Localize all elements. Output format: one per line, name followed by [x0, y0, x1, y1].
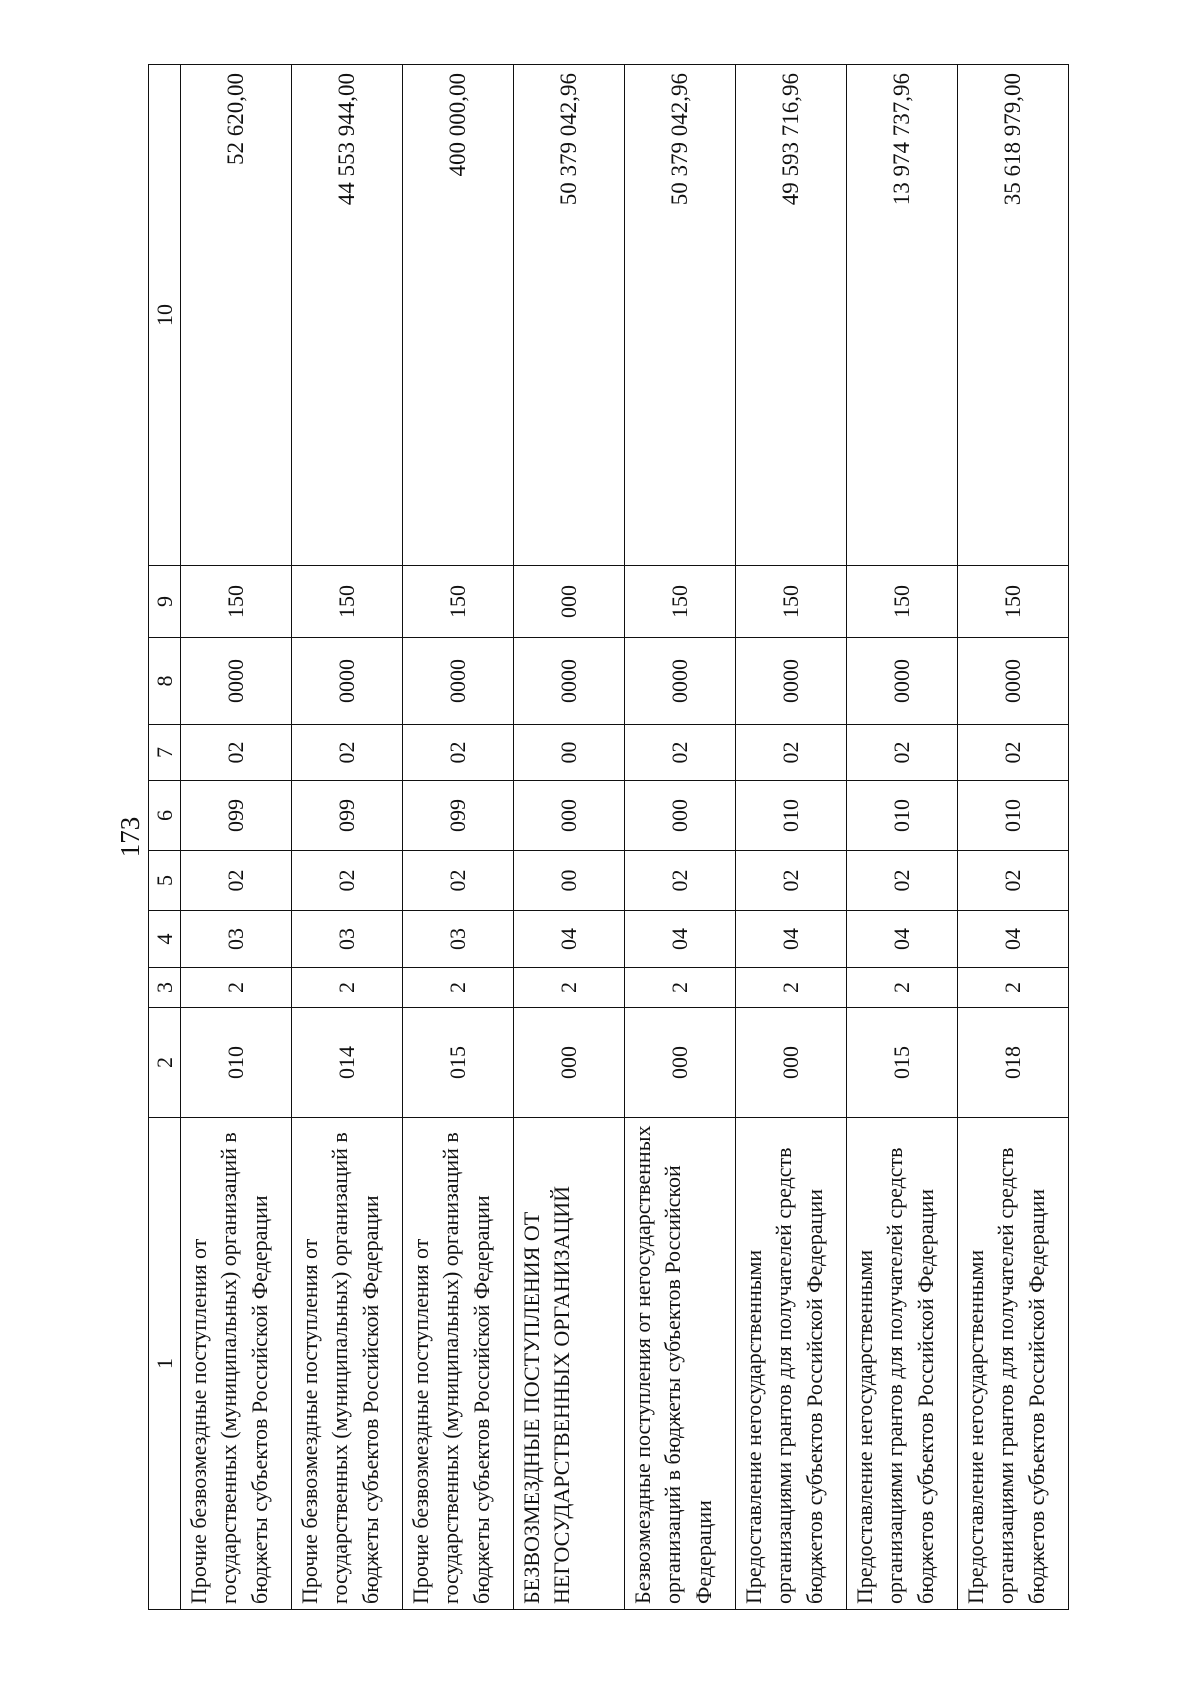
column-header: 1	[149, 1118, 181, 1610]
code-cell-9: 150	[847, 566, 958, 638]
code-cell-9: 000	[514, 566, 625, 638]
page-number: 173	[115, 816, 145, 858]
code-cell-8: 0000	[514, 638, 625, 725]
code-cell-6: 099	[403, 781, 514, 851]
code-cell-2: 018	[958, 1008, 1069, 1118]
column-header: 2	[149, 1008, 181, 1118]
code-cell-4: 04	[625, 911, 736, 968]
code-cell-7: 02	[403, 725, 514, 781]
column-header: 9	[149, 566, 181, 638]
amount-cell: 50 379 042,96	[514, 65, 625, 566]
column-header: 10	[149, 65, 181, 566]
code-cell-3: 2	[847, 968, 958, 1008]
code-cell-2: 015	[403, 1008, 514, 1118]
code-cell-8: 0000	[847, 638, 958, 725]
code-cell-3: 2	[514, 968, 625, 1008]
code-cell-2: 010	[181, 1008, 292, 1118]
code-cell-9: 150	[181, 566, 292, 638]
code-cell-7: 02	[181, 725, 292, 781]
code-cell-6: 099	[181, 781, 292, 851]
amount-cell: 13 974 737,96	[847, 65, 958, 566]
code-cell-2: 015	[847, 1008, 958, 1118]
code-cell-4: 03	[292, 911, 403, 968]
table-row	[958, 65, 1069, 1610]
code-cell-5: 02	[403, 851, 514, 911]
code-cell-8: 0000	[625, 638, 736, 725]
revenue-table	[148, 64, 1069, 1610]
code-cell-6: 099	[292, 781, 403, 851]
code-cell-3: 2	[736, 968, 847, 1008]
code-cell-8: 0000	[403, 638, 514, 725]
table-row	[736, 65, 847, 1610]
row-name-cell: Предоставление негосударственными организациями грантов для получателей средств бюджетов субъектов Российской Федерации	[736, 1118, 847, 1610]
code-cell-7: 00	[514, 725, 625, 781]
code-cell-3: 2	[403, 968, 514, 1008]
row-name-cell: Прочие безвозмездные поступления от государственных (муниципальных) организаций в бюджеты субъектов Российской Федерации	[403, 1118, 514, 1610]
table-row	[625, 65, 736, 1610]
row-name-cell: БЕЗВОЗМЕЗДНЫЕ ПОСТУПЛЕНИЯ ОТ НЕГОСУДАРСТВЕННЫХ ОРГАНИЗАЦИЙ	[514, 1118, 625, 1610]
code-cell-7: 02	[736, 725, 847, 781]
code-cell-2: 014	[292, 1008, 403, 1118]
column-header-row	[149, 65, 181, 1610]
code-cell-9: 150	[736, 566, 847, 638]
row-name-cell: Прочие безвозмездные поступления от государственных (муниципальных) организаций в бюджеты субъектов Российской Федерации	[292, 1118, 403, 1610]
code-cell-8: 0000	[181, 638, 292, 725]
code-cell-5: 02	[292, 851, 403, 911]
code-cell-2: 000	[514, 1008, 625, 1118]
amount-cell: 50 379 042,96	[625, 65, 736, 566]
code-cell-6: 010	[958, 781, 1069, 851]
code-cell-4: 03	[181, 911, 292, 968]
code-cell-5: 00	[514, 851, 625, 911]
table-row	[847, 65, 958, 1610]
code-cell-8: 0000	[958, 638, 1069, 725]
rotated-table-container	[148, 65, 1049, 1610]
code-cell-4: 04	[958, 911, 1069, 968]
row-name-cell: Предоставление негосударственными организациями грантов для получателей средств бюджетов субъектов Российской Федерации	[958, 1118, 1069, 1610]
code-cell-4: 04	[514, 911, 625, 968]
code-cell-7: 02	[958, 725, 1069, 781]
code-cell-6: 010	[847, 781, 958, 851]
code-cell-2: 000	[736, 1008, 847, 1118]
code-cell-5: 02	[181, 851, 292, 911]
table-row	[403, 65, 514, 1610]
code-cell-4: 04	[847, 911, 958, 968]
amount-cell: 400 000,00	[403, 65, 514, 566]
code-cell-5: 02	[625, 851, 736, 911]
table-row	[292, 65, 403, 1610]
column-header: 4	[149, 911, 181, 968]
code-cell-9: 150	[625, 566, 736, 638]
column-header: 7	[149, 725, 181, 781]
code-cell-6: 000	[625, 781, 736, 851]
code-cell-9: 150	[292, 566, 403, 638]
table-row	[514, 65, 625, 1610]
amount-cell: 35 618 979,00	[958, 65, 1069, 566]
code-cell-5: 02	[736, 851, 847, 911]
code-cell-5: 02	[958, 851, 1069, 911]
amount-cell: 52 620,00	[181, 65, 292, 566]
column-header: 8	[149, 638, 181, 725]
code-cell-7: 02	[625, 725, 736, 781]
row-name-cell: Прочие безвозмездные поступления от государственных (муниципальных) организаций в бюджеты субъектов Российской Федерации	[181, 1118, 292, 1610]
code-cell-7: 02	[292, 725, 403, 781]
code-cell-8: 0000	[736, 638, 847, 725]
amount-cell: 44 553 944,00	[292, 65, 403, 566]
code-cell-3: 2	[181, 968, 292, 1008]
code-cell-5: 02	[847, 851, 958, 911]
row-name-cell: Безвозмездные поступления от негосударственных организаций в бюджеты субъектов Российской Федерации	[625, 1118, 736, 1610]
code-cell-9: 150	[403, 566, 514, 638]
code-cell-3: 2	[292, 968, 403, 1008]
code-cell-8: 0000	[292, 638, 403, 725]
code-cell-4: 03	[403, 911, 514, 968]
column-header: 3	[149, 968, 181, 1008]
code-cell-2: 000	[625, 1008, 736, 1118]
row-name-cell: Предоставление негосударственными организациями грантов для получателей средств бюджетов субъектов Российской Федерации	[847, 1118, 958, 1610]
table-body	[181, 65, 1069, 1610]
code-cell-3: 2	[625, 968, 736, 1008]
code-cell-6: 000	[514, 781, 625, 851]
column-header: 6	[149, 781, 181, 851]
column-header: 5	[149, 851, 181, 911]
code-cell-7: 02	[847, 725, 958, 781]
table-row	[181, 65, 292, 1610]
code-cell-4: 04	[736, 911, 847, 968]
code-cell-6: 010	[736, 781, 847, 851]
code-cell-3: 2	[958, 968, 1069, 1008]
code-cell-9: 150	[958, 566, 1069, 638]
amount-cell: 49 593 716,96	[736, 65, 847, 566]
